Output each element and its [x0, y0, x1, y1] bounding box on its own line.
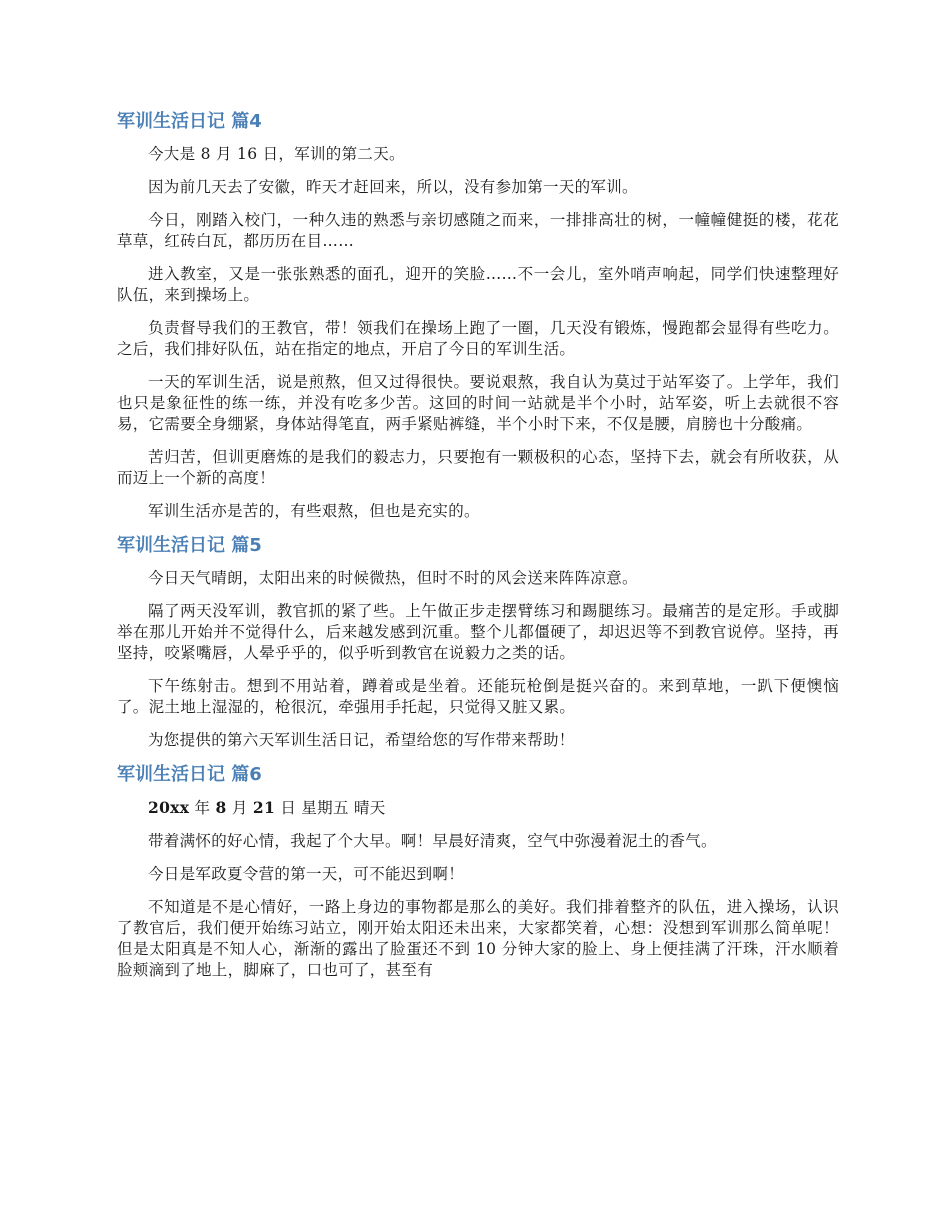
paragraph: 负责督导我们的王教官，带！领我们在操场上跑了一圈，几天没有锻炼，慢跑都会显得有些吃力。之后，我们排好队伍，站在指定的地点，开启了今日的军训生活。	[117, 319, 839, 358]
date-day: 21	[252, 798, 276, 817]
paragraph: 军训生活亦是苦的，有些艰熬，但也是充实的。	[148, 502, 480, 520]
paragraph: 隔了两天没军训，教官抓的紧了些。上午做正步走摆臂练习和踢腿练习。最痛苦的是定形。手或脚举在那儿开始并不觉得什么，后来越发感到沉重。整个儿都僵硬了，却迟迟等不到教官说停。坚持，再坚持，咬紧嘴唇，人晕乎乎的，似乎听到教官在说毅力之类的话。	[117, 602, 839, 662]
paragraph: 带着满怀的好心情，我起了个大早。啊！早晨好清爽，空气中弥漫着泥土的香气。	[148, 832, 717, 850]
date-month: 8	[215, 798, 227, 817]
diary-section-6	[117, 763, 839, 981]
section-title: 军训生活日记 篇5	[117, 535, 262, 556]
paragraph: 今日，刚踏入校门，一种久违的熟悉与亲切感随之而来，一排排高壮的树，一幢幢健挺的楼，花花草草，红砖白瓦，都历历在目……	[117, 211, 839, 250]
paragraph: 不知道是不是心情好，一路上身边的事物都是那么的美好。我们排着整齐的队伍，进入操场，认识了教官后，我们便开始练习站立，刚开始太阳还未出来，大家都笑着，心想：没想到军训那么简单呢！但是太阳真是不知人心，渐渐的露出了脸蛋还不到 10 分钟大家的脸上、身上便挂满了汗珠，汗水顺着脸颊滴到了地上，脚麻了，口也可了，甚至有	[117, 898, 839, 979]
diary-section-5	[117, 534, 839, 751]
paragraph: 今日是军政夏令营的第一天，可不能迟到啊！	[148, 865, 465, 883]
paragraph: 一天的军训生活，说是煎熬，但又过得很快。要说艰熬，我自认为莫过于站军姿了。上学年，我们也只是象征性的练一练，并没有吃多少苦。这回的时间一站就是半个小时，站军姿，听上去就很不容易，它需要全身绷紧，身体站得笔直，两手紧贴裤缝，半个小时下来，不仅是腰，肩膀也十分酸痛。	[117, 373, 839, 433]
date-day-unit: 日	[280, 799, 297, 817]
paragraph: 今日天气晴朗，太阳出来的时候微热，但时不时的风会送来阵阵凉意。	[148, 569, 638, 587]
date-month-unit: 月	[231, 799, 248, 817]
paragraph: 为您提供的第六天军训生活日记，希望给您的写作带来帮助！	[148, 731, 575, 749]
date-year: 20xx	[148, 798, 190, 817]
paragraph: 苦归苦，但训更磨炼的是我们的毅志力，只要抱有一颗极积的心态，坚持下去，就会有所收获，从而迈上一个新的高度！	[117, 448, 839, 487]
date-line	[117, 797, 839, 819]
date-weekday-weather: 星期五 晴天	[301, 799, 386, 817]
section-title: 军训生活日记 篇6	[117, 764, 262, 785]
document-page	[117, 110, 839, 993]
paragraph: 进入教室，又是一张张熟悉的面孔，迎开的笑脸……不一会儿，室外哨声响起，同学们快速整理好队伍，来到操场上。	[117, 265, 839, 304]
paragraph: 今大是 8 月 16 日，军训的第二天。	[148, 145, 405, 163]
section-title: 军训生活日记 篇4	[117, 111, 262, 132]
paragraph: 下午练射击。想到不用站着，蹲着或是坐着。还能玩枪倒是挺兴奋的。来到草地，一趴下便懊恼了。泥土地上湿湿的，枪很沉，牵强用手托起，只觉得又脏又累。	[117, 677, 839, 716]
date-year-unit: 年	[194, 799, 211, 817]
paragraph: 因为前几天去了安徽，昨天才赶回来，所以，没有参加第一天的军训。	[148, 178, 638, 196]
diary-section-4	[117, 110, 839, 522]
